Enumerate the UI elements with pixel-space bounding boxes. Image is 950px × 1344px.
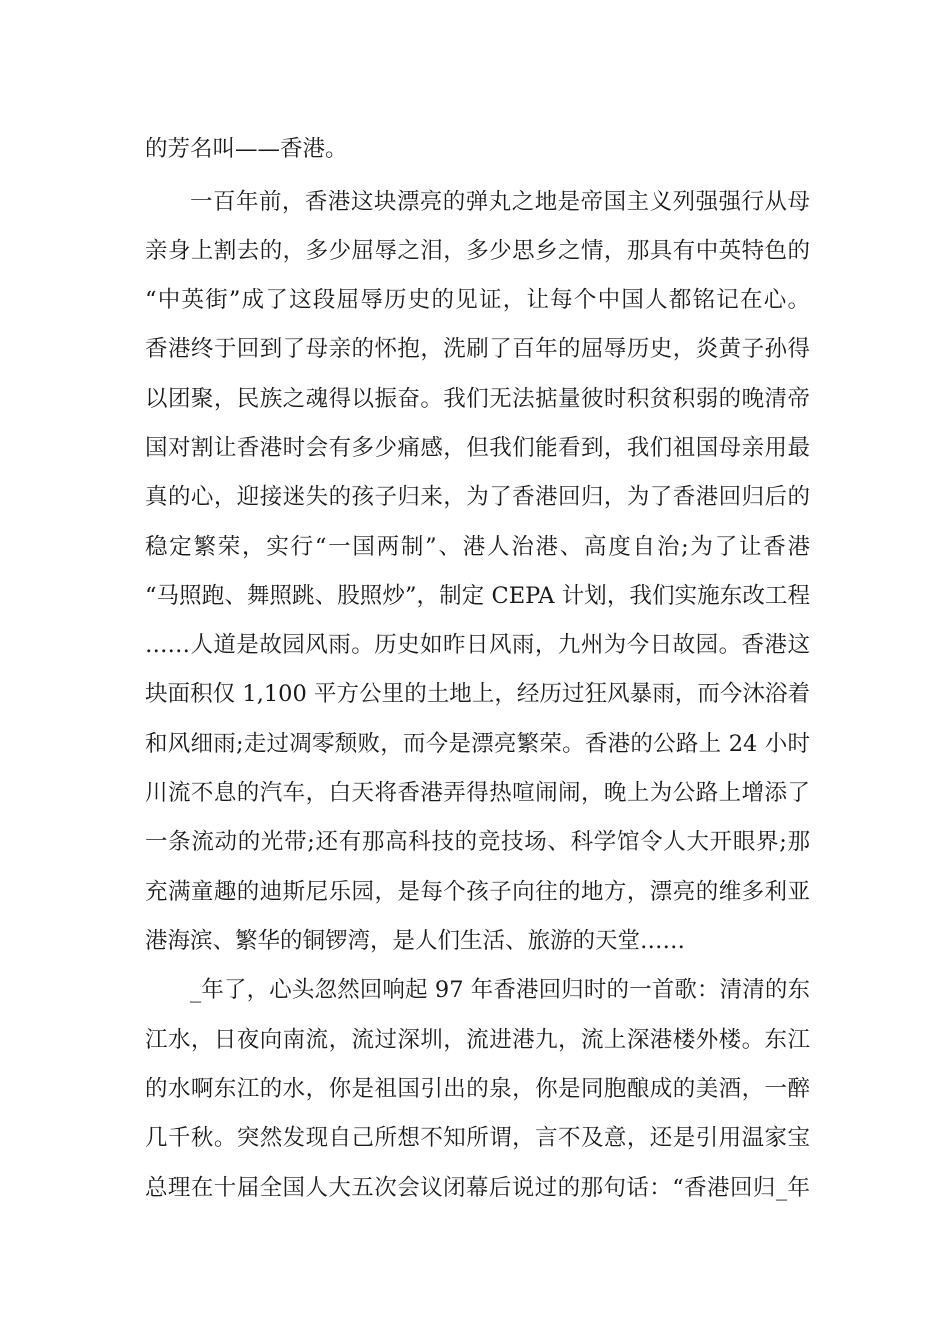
text-line-14: 川流不息的汽车，白天将香港弄得热喧闹闹，晚上为公路上增添了 [145, 780, 810, 806]
text-line-9: 稳定繁荣，实行“一国两制”、港人治港、高度自治;为了让香港 [145, 534, 810, 560]
text-line-8: 真的心，迎接迷失的孩子归来，为了香港回归，为了香港回归后的 [145, 484, 810, 510]
text-line-13: 和风细雨;走过凋零颓败，而今是漂亮繁荣。香港的公路上 24 小时 [145, 731, 810, 757]
text-line-15: 一条流动的光带;还有那高科技的竞技场、科学馆令人大开眼界;那 [145, 829, 810, 855]
text-line-11: ……人道是故园风雨。历史如昨日风雨，九州为今日故园。香港这 [145, 632, 810, 658]
text-line-21: 几千秋。突然发现自己所想不知所谓，言不及意，还是引用温家宝 [145, 1125, 810, 1151]
text-line-5: 香港终于回到了母亲的怀抱，洗刷了百年的屈辱历史，炎黄子孙得 [145, 336, 810, 362]
text-line-3: 亲身上割去的，多少屈辱之泪，多少思乡之情，那具有中英特色的 [145, 238, 810, 264]
text-line-10: “马照跑、舞照跳、股照炒”，制定 CEPA 计划，我们实施东改工程 [145, 583, 810, 609]
text-line-19: 江水，日夜向南流，流过深圳，流进港九，流上深港楼外楼。东江 [145, 1027, 810, 1053]
text-line-4: “中英街”成了这段屈辱历史的见证，让每个中国人都铭记在心。 [145, 287, 810, 313]
text-line-12: 块面积仅 1,100 平方公里的土地上，经历过狂风暴雨，而今沐浴着 [145, 681, 810, 707]
text-line-2: 一百年前，香港这块漂亮的弹丸之地是帝国主义列强强行从母 [190, 189, 810, 215]
text-line-1: 的芳名叫——香港。 [145, 136, 348, 162]
text-line-22: 总理在十届全国人大五次会议闭幕后说过的那句话：“香港回归_年 [145, 1175, 810, 1201]
text-line-6: 以团聚，民族之魂得以振奋。我们无法掂量彼时积贫积弱的晚清帝 [145, 386, 810, 412]
text-line-16: 充满童趣的迪斯尼乐园，是每个孩子向往的地方，漂亮的维多利亚 [145, 879, 810, 905]
text-line-17: 港海滨、繁华的铜锣湾，是人们生活、旅游的天堂…… [145, 928, 686, 954]
text-line-20: 的水啊东江的水，你是祖国引出的泉，你是同胞酿成的美酒，一醉 [145, 1076, 810, 1102]
text-line-18: _年了，心头忽然回响起 97 年香港回归时的一首歌：清清的东 [190, 977, 810, 1003]
text-line-7: 国对割让香港时会有多少痛感，但我们能看到，我们祖国母亲用最 [145, 435, 810, 461]
